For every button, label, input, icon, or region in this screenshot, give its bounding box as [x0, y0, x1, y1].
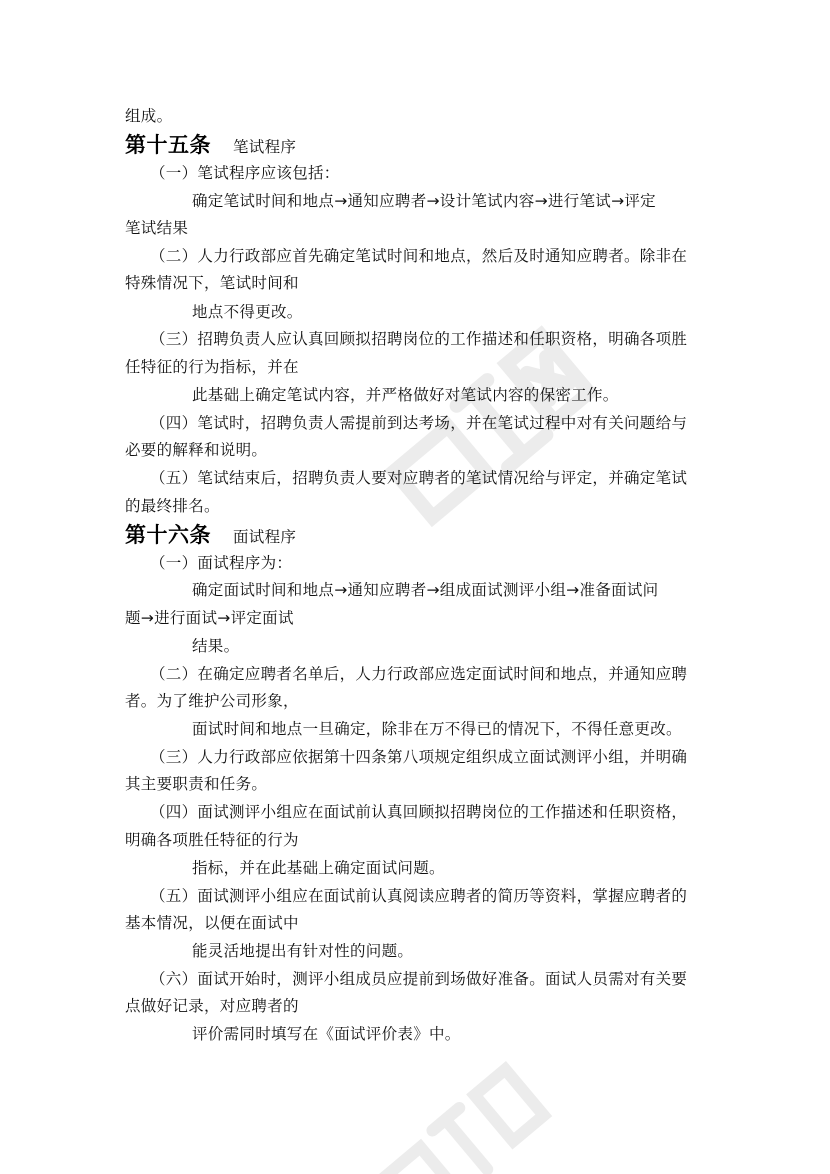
section-title: 笔试程序 — [233, 138, 297, 156]
text-line: （四）笔试时，招聘负责人需提前到达考场，并在笔试过程中对有关问题给与 — [150, 414, 688, 432]
text-line: （六）面试开始时，测评小组成员应提前到场做好准备。面试人员需对有关要 — [150, 970, 688, 988]
text-line: （一）面试程序为： — [150, 554, 293, 572]
text-line: 确定笔试时间和地点→通知应聘者→设计笔试内容→进行笔试→评定 — [192, 192, 656, 210]
text-line: 特殊情况下，笔试时间和 — [125, 274, 299, 292]
section-number: 第十六条 — [125, 523, 211, 547]
text-line: 点做好记录，对应聘者的 — [125, 997, 299, 1015]
section-heading-16 — [125, 519, 296, 549]
text-line: 的最终排名。 — [125, 497, 220, 515]
text-line: 组成。 — [125, 107, 173, 125]
text-line: 题→进行面试→评定面试 — [125, 609, 294, 627]
text-line: 结果。 — [192, 637, 240, 655]
text-line: 能灵活地提出有针对性的问题。 — [192, 942, 414, 960]
text-line: 指标，并在此基础上确定面试问题。 — [192, 859, 445, 877]
text-line: （四）面试测评小组应在面试前认真回顾拟招聘岗位的工作描述和任职资格， — [150, 803, 688, 821]
text-line: 此基础上确定笔试内容，并严格做好对笔试内容的保密工作。 — [192, 386, 619, 404]
text-line: （五）笔试结束后，招聘负责人要对应聘者的笔试情况给与评定，并确定笔试 — [150, 469, 688, 487]
text-line: 任特征的行为指标，并在 — [125, 358, 299, 376]
text-line: 其主要职责和任务。 — [125, 775, 268, 793]
text-line: （一）笔试程序应该包括： — [150, 164, 340, 182]
text-line: （三）人力行政部应依据第十四条第八项规定组织成立面试测评小组，并明确 — [150, 748, 688, 766]
text-line: 基本情况，以便在面试中 — [125, 914, 299, 932]
text-line: 确定面试时间和地点→通知应聘者→组成面试测评小组→准备面试问 — [192, 581, 659, 599]
text-line: （五）面试测评小组应在面试前认真阅读应聘者的简历等资料，掌握应聘者的 — [150, 887, 688, 905]
text-line: （三）招聘负责人应认真回顾拟招聘岗位的工作描述和任职资格，明确各项胜 — [150, 330, 688, 348]
text-line: 必要的解释和说明。 — [125, 441, 268, 459]
text-line: 评价需同时填写在《面试评价表》中。 — [192, 1025, 461, 1043]
text-line: 面试时间和地点一旦确定，除非在万不得已的情况下，不得任意更改。 — [192, 720, 682, 738]
text-line: 地点不得更改。 — [192, 303, 303, 321]
text-line: 明确各项胜任特征的行为 — [125, 831, 299, 849]
section-heading-15 — [125, 129, 296, 159]
text-line: （二）在确定应聘者名单后，人力行政部应选定面试时间和地点，并通知应聘 — [150, 665, 688, 683]
section-number: 第十五条 — [125, 133, 211, 157]
text-line: 笔试结果 — [125, 219, 189, 237]
section-title: 面试程序 — [233, 528, 297, 546]
text-line: （二）人力行政部应首先确定笔试时间和地点，然后及时通知应聘者。除非在 — [150, 247, 688, 265]
text-line: 者。为了维护公司形象， — [125, 692, 299, 710]
